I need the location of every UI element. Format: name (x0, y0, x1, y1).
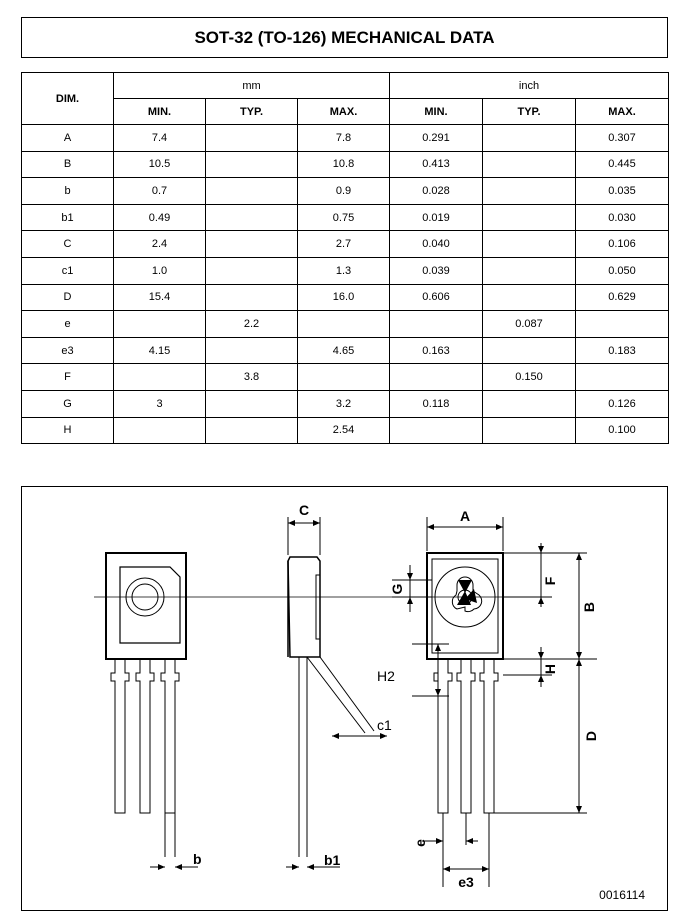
value-cell: 0.019 (390, 204, 483, 231)
inch-group-header: inch (390, 73, 669, 99)
dim-cell: G (22, 390, 114, 417)
value-cell: 0.629 (576, 284, 669, 311)
value-cell (114, 364, 206, 391)
label-h: H (542, 663, 558, 675)
table-row (22, 417, 669, 444)
dim-cell: c1 (22, 257, 114, 284)
package-drawing (21, 486, 668, 911)
dim-cell: H (22, 417, 114, 444)
value-cell (206, 337, 298, 364)
dim-cell: e3 (22, 337, 114, 364)
dim-cell: F (22, 364, 114, 391)
value-cell (206, 231, 298, 258)
value-cell: 0.030 (576, 204, 669, 231)
label-e3: e3 (458, 874, 474, 890)
value-cell (206, 151, 298, 178)
page-title: SOT-32 (TO-126) MECHANICAL DATA (21, 17, 668, 58)
value-cell: 0.606 (390, 284, 483, 311)
value-cell (483, 257, 576, 284)
label-h2: H2 (377, 668, 395, 684)
value-cell: 0.087 (483, 311, 576, 338)
value-cell: 2.2 (206, 311, 298, 338)
value-cell (298, 311, 390, 338)
value-cell: 2.54 (298, 417, 390, 444)
value-cell: 0.49 (114, 204, 206, 231)
value-cell (390, 311, 483, 338)
table-row (22, 178, 669, 205)
value-cell: 10.8 (298, 151, 390, 178)
value-cell (483, 390, 576, 417)
value-cell: 16.0 (298, 284, 390, 311)
column-header: TYP. (206, 99, 298, 125)
drawing-code: 0016114 (599, 888, 645, 902)
value-cell: 2.7 (298, 231, 390, 258)
value-cell (483, 231, 576, 258)
value-cell: 0.039 (390, 257, 483, 284)
value-cell: 4.65 (298, 337, 390, 364)
value-cell: 0.118 (390, 390, 483, 417)
value-cell: 0.413 (390, 151, 483, 178)
package-outline-drawing (22, 487, 667, 910)
value-cell (206, 204, 298, 231)
value-cell: 1.0 (114, 257, 206, 284)
dim-cell: e (22, 311, 114, 338)
value-cell (390, 364, 483, 391)
value-cell (483, 151, 576, 178)
column-header: TYP. (483, 99, 576, 125)
value-cell: 7.8 (298, 125, 390, 152)
dim-cell: b1 (22, 204, 114, 231)
table-row (22, 231, 669, 258)
table-row (22, 125, 669, 152)
value-cell (390, 417, 483, 444)
value-cell (206, 178, 298, 205)
label-e: e (412, 839, 428, 847)
dim-cell: B (22, 151, 114, 178)
table-row (22, 337, 669, 364)
value-cell: 2.4 (114, 231, 206, 258)
value-cell (206, 125, 298, 152)
value-cell: 0.126 (576, 390, 669, 417)
value-cell (114, 311, 206, 338)
value-cell (206, 417, 298, 444)
table-row (22, 257, 669, 284)
value-cell: 0.445 (576, 151, 669, 178)
mechanical-data-table (21, 72, 669, 444)
table-row (22, 364, 669, 391)
dim-cell: A (22, 125, 114, 152)
value-cell: 3 (114, 390, 206, 417)
value-cell: 0.7 (114, 178, 206, 205)
table-row (22, 284, 669, 311)
table-row (22, 151, 669, 178)
dim-cell: C (22, 231, 114, 258)
value-cell: 0.100 (576, 417, 669, 444)
value-cell: 0.106 (576, 231, 669, 258)
table-row (22, 390, 669, 417)
value-cell: 7.4 (114, 125, 206, 152)
value-cell (206, 284, 298, 311)
value-cell (483, 204, 576, 231)
dim-cell: D (22, 284, 114, 311)
value-cell (483, 284, 576, 311)
column-header: MIN. (114, 99, 206, 125)
value-cell: 0.9 (298, 178, 390, 205)
label-c1: c1 (377, 717, 392, 733)
value-cell: 0.028 (390, 178, 483, 205)
value-cell: 0.035 (576, 178, 669, 205)
value-cell (483, 125, 576, 152)
value-cell: 0.75 (298, 204, 390, 231)
table-row (22, 204, 669, 231)
value-cell: 0.150 (483, 364, 576, 391)
value-cell: 0.050 (576, 257, 669, 284)
label-b: B (581, 601, 597, 613)
label-c: C (298, 502, 310, 518)
value-cell (114, 417, 206, 444)
column-header: MAX. (576, 99, 669, 125)
value-cell: 1.3 (298, 257, 390, 284)
value-cell (483, 178, 576, 205)
mm-group-header: mm (114, 73, 390, 99)
column-header: MAX. (298, 99, 390, 125)
value-cell: 0.040 (390, 231, 483, 258)
label-g: G (389, 583, 405, 595)
value-cell: 4.15 (114, 337, 206, 364)
table-body (22, 125, 669, 444)
column-header: MIN. (390, 99, 483, 125)
value-cell: 15.4 (114, 284, 206, 311)
label-d: D (583, 730, 599, 742)
value-cell: 3.8 (206, 364, 298, 391)
label-b1: b1 (324, 852, 341, 868)
value-cell (206, 257, 298, 284)
value-cell: 3.2 (298, 390, 390, 417)
value-cell (298, 364, 390, 391)
label-b-small: b (193, 851, 202, 867)
value-cell (206, 390, 298, 417)
value-cell: 0.163 (390, 337, 483, 364)
value-cell (576, 364, 669, 391)
value-cell: 0.307 (576, 125, 669, 152)
value-cell (483, 417, 576, 444)
dim-cell: b (22, 178, 114, 205)
dim-header: DIM. (22, 73, 114, 125)
label-f: F (542, 576, 558, 586)
table-row (22, 311, 669, 338)
value-cell (483, 337, 576, 364)
label-a: A (459, 508, 471, 524)
value-cell (576, 311, 669, 338)
value-cell: 0.291 (390, 125, 483, 152)
value-cell: 0.183 (576, 337, 669, 364)
value-cell: 10.5 (114, 151, 206, 178)
